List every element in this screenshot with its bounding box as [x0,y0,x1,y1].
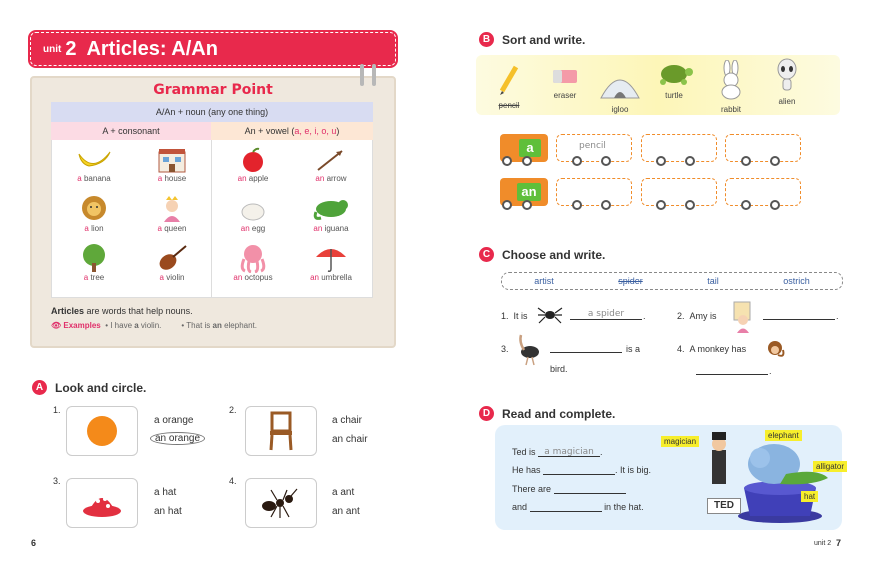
section-badge: A [32,380,47,395]
ted-sign: TED [707,498,741,514]
grammar-item: an iguana [296,194,366,233]
question-c4: 4. A monkey has [677,344,747,354]
word-bank-item: ostrich [783,276,810,286]
option-text-circled[interactable]: an orange [150,432,205,445]
question-c3-number: 3. [501,344,509,354]
ant-icon [259,486,303,520]
sort-item: eraser [550,66,580,100]
train-car[interactable] [641,178,717,206]
train-car[interactable] [725,178,801,206]
ostrich-icon [515,332,541,366]
grammar-item: a tree [59,243,129,282]
wheel-icon [601,156,611,166]
iguana-icon [296,194,366,224]
chair-icon [266,411,296,451]
wheel-icon [522,156,532,166]
read-line-2: He has . It is big. [512,465,652,475]
word-bank-item: tail [707,276,719,286]
grammar-item: a house [137,146,207,183]
rabbit-icon [714,60,748,100]
articles-definition: Articles are words that help nouns. [51,306,193,316]
wheel-icon [685,200,695,210]
page-number-left: 6 [31,538,37,548]
read-line-3: There are [512,483,626,494]
tree-icon [59,243,129,273]
grammar-item: an arrow [296,146,366,183]
arrow-icon [296,146,366,174]
label-tag: elephant [765,430,802,441]
egg-icon [218,194,288,224]
wheel-icon [741,200,751,210]
igloo-icon [598,70,642,100]
grammar-item: an umbrella [296,243,366,282]
section-badge: C [479,247,494,262]
wheel-icon [522,200,532,210]
picture-box [66,406,138,456]
grammar-item: an octopus [218,243,288,282]
question-c2: 2. Amy is [677,311,717,321]
question-c1: 1. It is [501,311,528,321]
label-tag: alligator [813,461,847,472]
picture-box [245,478,317,528]
column-header-an: An + vowel (a, e, i, o, u) [211,122,373,140]
word-bank-item: artist [534,276,554,286]
option-text[interactable]: a chair [332,415,363,426]
question-number: 4. [229,476,237,486]
train-label-a: a [519,139,541,157]
wheel-icon [741,156,751,166]
wheel-icon [572,200,582,210]
grammar-item: a violin [137,243,207,282]
column-header-a: A + consonant [51,122,211,140]
answer-line[interactable] [763,309,835,320]
section-d-heading: D Read and complete. [479,406,615,421]
question-number: 3. [53,476,61,486]
wheel-icon [770,200,780,210]
grammar-title: Grammar Point [153,82,273,98]
unit-word: unit [43,43,62,55]
question-number: 2. [229,405,237,415]
spider-icon [537,304,563,326]
train-car[interactable] [556,178,632,206]
answer-line[interactable] [696,364,768,375]
alien-icon [772,58,802,92]
table-header: A/An + noun (any one thing) [51,102,373,122]
eraser-icon [550,66,580,86]
sort-item: igloo [598,70,642,114]
train-car[interactable]: pencil [556,134,632,162]
orange-icon [85,414,119,448]
footer-unit: unit 2 [814,540,832,547]
word-bank [501,272,843,290]
section-badge: D [479,406,494,421]
option-text[interactable]: an chair [332,434,368,445]
banana-icon [59,146,129,174]
picture-box [66,478,138,528]
train-label-an: an [517,183,541,201]
section-a-heading: A Look and circle. [32,380,146,395]
queen-icon [137,194,207,224]
pencil-icon [496,64,522,96]
wheel-icon [502,156,512,166]
sort-item: turtle [654,60,694,100]
option-text[interactable]: a hat [154,487,177,498]
wheel-icon [656,156,666,166]
read-line-1: Ted is a magician . [512,447,603,457]
option-text[interactable]: a ant [332,487,355,498]
section-c-heading: C Choose and write. [479,247,605,262]
option-text[interactable]: an ant [332,506,360,517]
word-bank-item: spider [618,276,643,286]
grammar-item: an egg [218,194,288,233]
grammar-item: a queen [137,194,207,233]
section-badge: B [479,32,494,47]
sort-item: alien [772,58,802,106]
option-text[interactable]: an hat [154,506,182,517]
answer-line[interactable] [550,342,622,353]
train-car[interactable] [725,134,801,162]
sort-item: rabbit [714,60,748,114]
artist-icon [732,300,754,334]
label-tag: hat [801,491,818,502]
unit-number: 2 [65,37,77,60]
option-text[interactable]: a orange [154,415,194,426]
picture-box [245,406,317,456]
wheel-icon [656,200,666,210]
wheel-icon [502,200,512,210]
read-line-4: and in the hat. [512,502,644,512]
grammar-item: a lion [59,194,129,233]
wheel-icon [572,156,582,166]
answer-line[interactable]: a spider [570,309,642,320]
train-car[interactable] [641,134,717,162]
umbrella-icon [296,243,366,273]
wheel-icon [601,200,611,210]
section-b-heading: B Sort and write. [479,32,585,47]
label-tag: magician [661,436,699,447]
examples-label: 👁 Examples [51,321,101,330]
column-divider [211,140,212,298]
violin-icon [137,243,207,273]
wheel-icon [770,156,780,166]
unit-banner [30,32,396,66]
grammar-item: a banana [59,146,129,183]
hat-icon [81,487,123,519]
lion-icon [59,194,129,224]
question-number: 1. [53,405,61,415]
examples-line: 👁 Examples • I have a violin. • That is an elephant. [51,321,257,330]
page-number-right: 7 [836,538,842,548]
grammar-item: an apple [218,146,288,183]
apple-icon [218,146,288,174]
eye-icon: 👁 [51,321,62,330]
house-icon [137,146,207,174]
wheel-icon [685,156,695,166]
sort-item: pencil [496,64,522,110]
unit-title: Articles: A/An [86,37,218,60]
octopus-icon [218,243,288,273]
monkey-icon [763,338,787,362]
turtle-icon [654,60,694,86]
